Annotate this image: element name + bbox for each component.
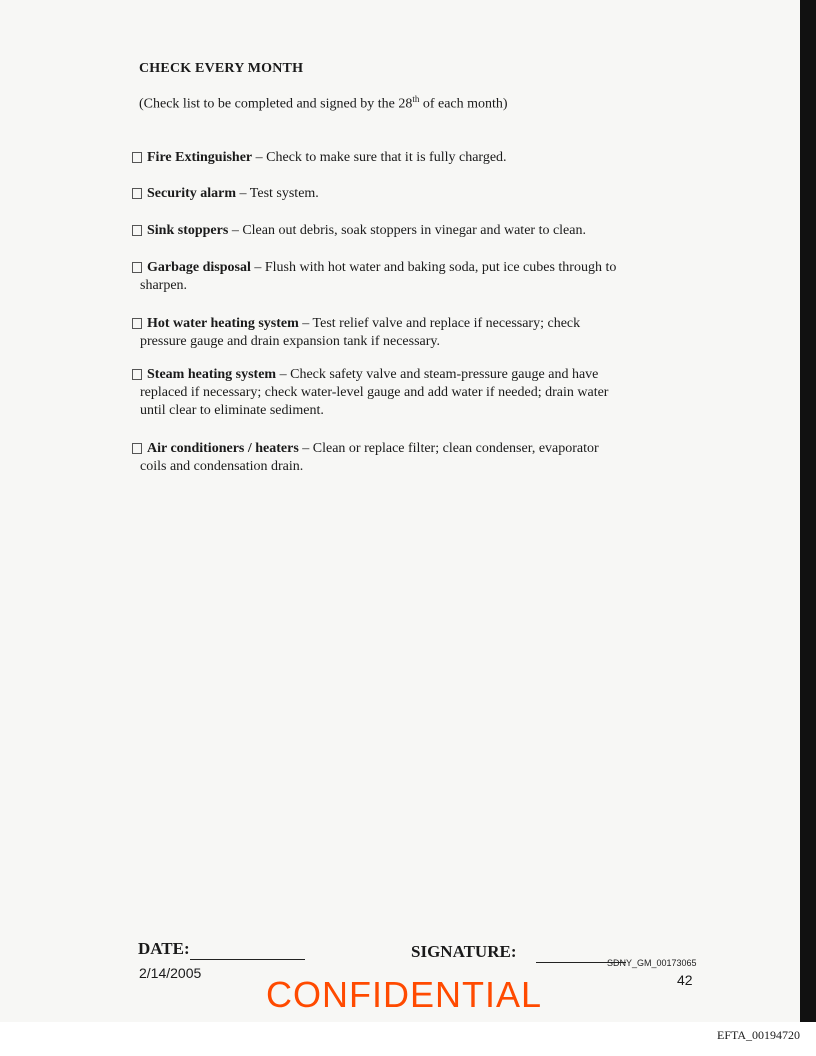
checklist-item: [140, 315, 707, 351]
item-text: – Test relief valve and replace if necessary; check: [298, 316, 581, 331]
intro-before: (Check list to be completed and signed by the 28: [139, 96, 413, 112]
item-text: – Flush with hot water and baking soda, put ice cubes through to: [250, 260, 617, 275]
checklist-item: [140, 440, 707, 476]
intro-text: [139, 94, 508, 113]
signature-label: SIGNATURE:: [411, 942, 517, 961]
intro-superscript: th: [412, 94, 420, 104]
date-field-line[interactable]: [190, 959, 305, 960]
checklist-item: [147, 222, 707, 240]
item-title: Air conditioners / heaters: [147, 441, 299, 456]
intro-after: of each month): [419, 96, 508, 112]
item-title: Fire Extinguisher: [147, 150, 253, 165]
item-text: – Check safety valve and steam-pressure gauge and have: [276, 367, 599, 382]
checkbox[interactable]: [132, 152, 142, 163]
checkbox[interactable]: [132, 369, 142, 380]
checkbox[interactable]: [132, 225, 142, 236]
item-text-line2: coils and condensation drain.: [140, 459, 304, 474]
scan-edge-bar: [800, 0, 816, 1022]
page-number: 42: [677, 972, 693, 988]
checkbox[interactable]: [132, 262, 142, 273]
date-label: DATE:: [138, 939, 190, 958]
item-text-line2: pressure gauge and drain expansion tank if necessary.: [140, 334, 440, 349]
item-text: – Clean or replace filter; clean condenser, evaporator: [298, 441, 599, 456]
item-title: Garbage disposal: [147, 260, 251, 275]
checkbox[interactable]: [132, 188, 142, 199]
item-text: – Clean out debris, soak stoppers in vinegar and water to clean.: [228, 223, 586, 238]
checklist-item: [147, 185, 707, 203]
item-text: – Test system.: [236, 186, 319, 201]
checklist-item: [147, 149, 707, 167]
checkbox[interactable]: [132, 318, 142, 329]
efta-number: EFTA_00194720: [717, 1028, 801, 1042]
item-title: Hot water heating system: [147, 316, 299, 331]
checklist-item: [140, 259, 707, 295]
bates-number: SDNY_GM_00173065: [607, 958, 697, 968]
item-title: Sink stoppers: [147, 223, 229, 238]
print-date: 2/14/2005: [139, 965, 202, 981]
confidential-stamp: CONFIDENTIAL: [266, 974, 543, 1015]
checkbox[interactable]: [132, 443, 142, 454]
page-heading: CHECK EVERY MONTH: [139, 61, 304, 76]
checklist-item: [140, 366, 707, 420]
item-text-line2: sharpen.: [140, 278, 188, 293]
item-text-line3: until clear to eliminate sediment.: [140, 403, 324, 418]
item-title: Steam heating system: [147, 367, 277, 382]
item-text-line2: replaced if necessary; check water-level gauge and add water if needed; drain water: [140, 385, 609, 400]
item-title: Security alarm: [147, 186, 237, 201]
item-text: – Check to make sure that it is fully charged.: [252, 150, 507, 165]
